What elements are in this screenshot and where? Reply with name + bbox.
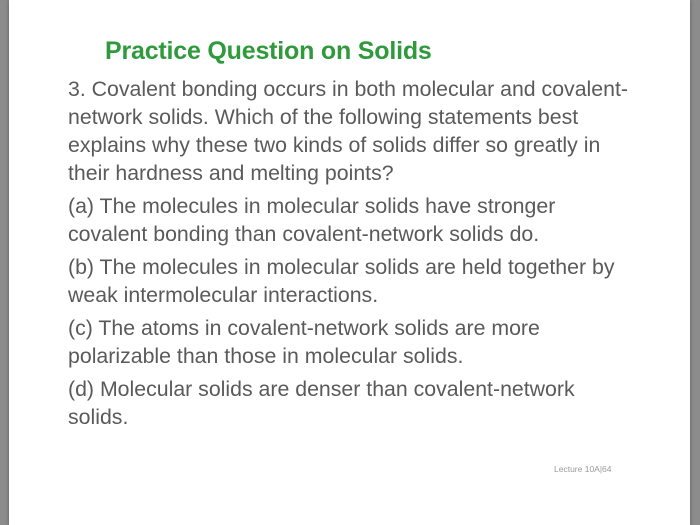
option-b: (b) The molecules in molecular solids are held together by weak intermolecular interactions. [68, 255, 615, 307]
slide-title: Practice Question on Solids [105, 37, 432, 65]
option-a: (a) The molecules in molecular solids have stronger covalent bonding than covalent-network solids do. [68, 194, 556, 246]
question-text: 3. Covalent bonding occurs in both molecular and covalent- network solids. Which of the following statements best explains why these two kinds of solids differ so greatly in their hardness and melting points? [68, 77, 628, 185]
option-d: (d) Molecular solids are denser than covalent-network solids. [68, 377, 575, 429]
slide-body [68, 75, 638, 436]
slide-footer: Lecture 10A|64 [554, 464, 612, 474]
option-c: (c) The atoms in covalent-network solids are more polarizable than those in molecular solids. [68, 316, 540, 368]
slide [9, 0, 690, 525]
